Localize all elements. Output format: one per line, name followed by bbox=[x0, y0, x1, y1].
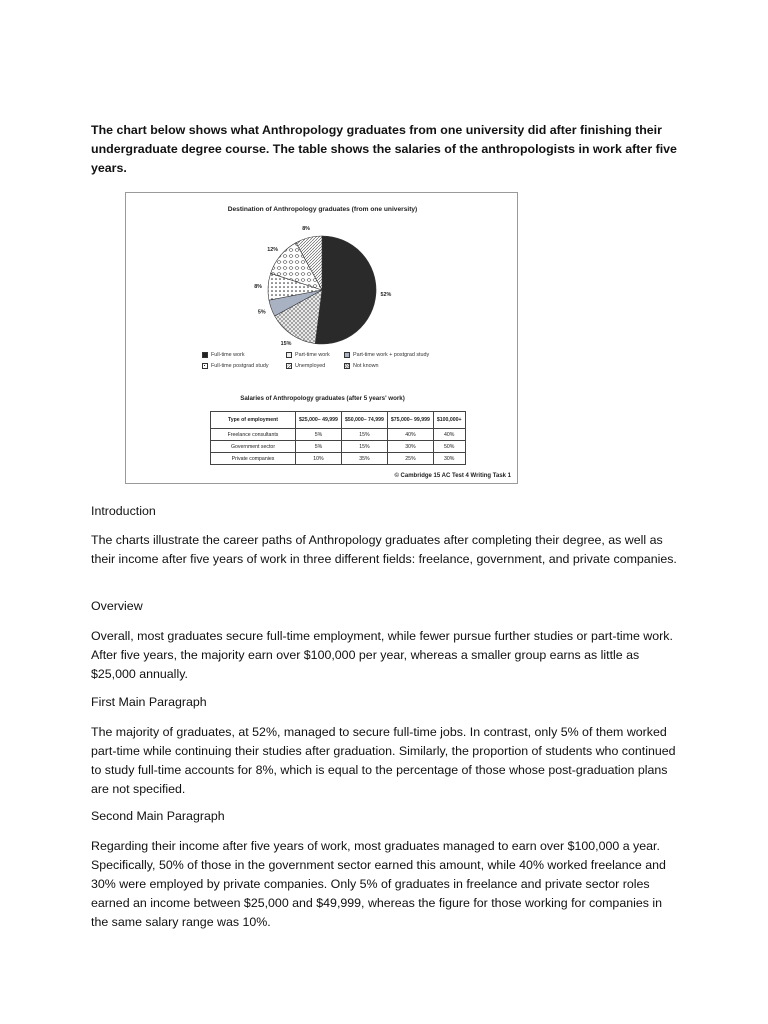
table-cell: 15% bbox=[341, 429, 387, 441]
table-cell: 35% bbox=[341, 453, 387, 465]
table-row bbox=[211, 453, 466, 465]
paragraph-overview: Overall, most graduates secure full-time employment, while fewer pursue further studies or part-time work. After five years, the majority earn over $100,000 per year, whereas a smaller group earns as little as $25,000 annually. bbox=[91, 629, 673, 681]
pie-slice-label: 15% bbox=[280, 340, 292, 347]
table-header-cell: $50,000– 74,999 bbox=[341, 412, 387, 429]
pie-slice-label: 8% bbox=[254, 284, 262, 290]
legend-swatch bbox=[344, 352, 350, 358]
table-cell: 30% bbox=[433, 453, 465, 465]
table-row-label: Government sector bbox=[211, 441, 296, 453]
legend-not-known: Not known bbox=[344, 363, 378, 369]
table-cell: 5% bbox=[296, 441, 342, 453]
pie-slice-label: 5% bbox=[257, 309, 266, 316]
table-cell: 10% bbox=[296, 453, 342, 465]
table-header-cell: $75,000– 99,999 bbox=[387, 412, 433, 429]
table-row-label: Freelance consultants bbox=[211, 429, 296, 441]
paragraph-second-main: Regarding their income after five years of work, most graduates managed to earn over $100,000 a year. Specifically, 50% of those in the government sector earned this amount, while 40% worked freelance and 30% were employed by private companies. Only 5% of graduates in freelance and private sector roles earned an income between $25,000 and $49,999, whereas the figure for those working for companies in the same salary range was 10%. bbox=[91, 839, 666, 929]
pie-slice-full-time-work bbox=[315, 236, 376, 344]
paragraph-introduction: The charts illustrate the career paths of Anthropology graduates after completing their degree, as well as their income after five years of work in three different fields: freelance, government, and private companies. bbox=[91, 533, 677, 566]
table-title: Salaries of Anthropology graduates (after 5 years' work) bbox=[240, 395, 405, 402]
salary-table bbox=[210, 411, 466, 465]
table-header-cell: $100,000+ bbox=[433, 412, 465, 429]
table-cell: 30% bbox=[387, 441, 433, 453]
pie-chart-title: Destination of Anthropology graduates (from one university) bbox=[227, 206, 418, 213]
legend-part-time-postgrad: Part-time work + postgrad study bbox=[344, 352, 429, 358]
table-cell: 15% bbox=[341, 441, 387, 453]
source-credit: © Cambridge 15 AC Test 4 Writing Task 1 bbox=[394, 473, 511, 479]
pie-slice-label: 8% bbox=[302, 226, 310, 232]
paragraph-first-main: The majority of graduates, at 52%, managed to secure full-time jobs. In contrast, only 5% of them worked part-time while continuing their studies after graduation. Similarly, the proportion of students who continued to study full-time accounts for 8%, which is equal to the percentage of those whose post-graduation plans are not specified. bbox=[91, 725, 676, 796]
legend-unemployed: Unemployed bbox=[286, 363, 325, 369]
task-figure bbox=[125, 192, 518, 484]
table-cell: 40% bbox=[387, 429, 433, 441]
heading-second-main-paragraph: Second Main Paragraph bbox=[91, 809, 225, 823]
table-cell: 40% bbox=[433, 429, 465, 441]
heading-overview: Overview bbox=[91, 599, 143, 613]
table-row bbox=[211, 441, 466, 453]
table-cell: 5% bbox=[296, 429, 342, 441]
table-header-cell: Type of employment bbox=[211, 412, 296, 429]
task-prompt: The chart below shows what Anthropology graduates from one university did after finishing their undergraduate degree course. The table shows the salaries of the anthropologists in work after five years. bbox=[91, 123, 677, 175]
legend-swatch bbox=[286, 363, 292, 369]
pie-slice-label: 12% bbox=[267, 247, 279, 254]
legend-swatch bbox=[202, 352, 208, 358]
legend-swatch bbox=[286, 352, 292, 358]
legend-part-time-work: Part-time work bbox=[286, 352, 330, 358]
pie-slice-label: 52% bbox=[380, 292, 392, 298]
table-row bbox=[211, 429, 466, 441]
legend-full-time-work: Full-time work bbox=[202, 352, 245, 358]
table-cell: 50% bbox=[433, 441, 465, 453]
legend-swatch bbox=[344, 363, 350, 369]
legend-full-time-postgrad: Full-time postgrad study bbox=[202, 363, 269, 369]
table-cell: 25% bbox=[387, 453, 433, 465]
table-row-label: Private companies bbox=[211, 453, 296, 465]
table-header-row bbox=[211, 412, 466, 429]
heading-first-main-paragraph: First Main Paragraph bbox=[91, 695, 207, 709]
heading-introduction: Introduction bbox=[91, 504, 156, 518]
table-header-cell: $25,000– 49,999 bbox=[296, 412, 342, 429]
legend-swatch bbox=[202, 363, 208, 369]
